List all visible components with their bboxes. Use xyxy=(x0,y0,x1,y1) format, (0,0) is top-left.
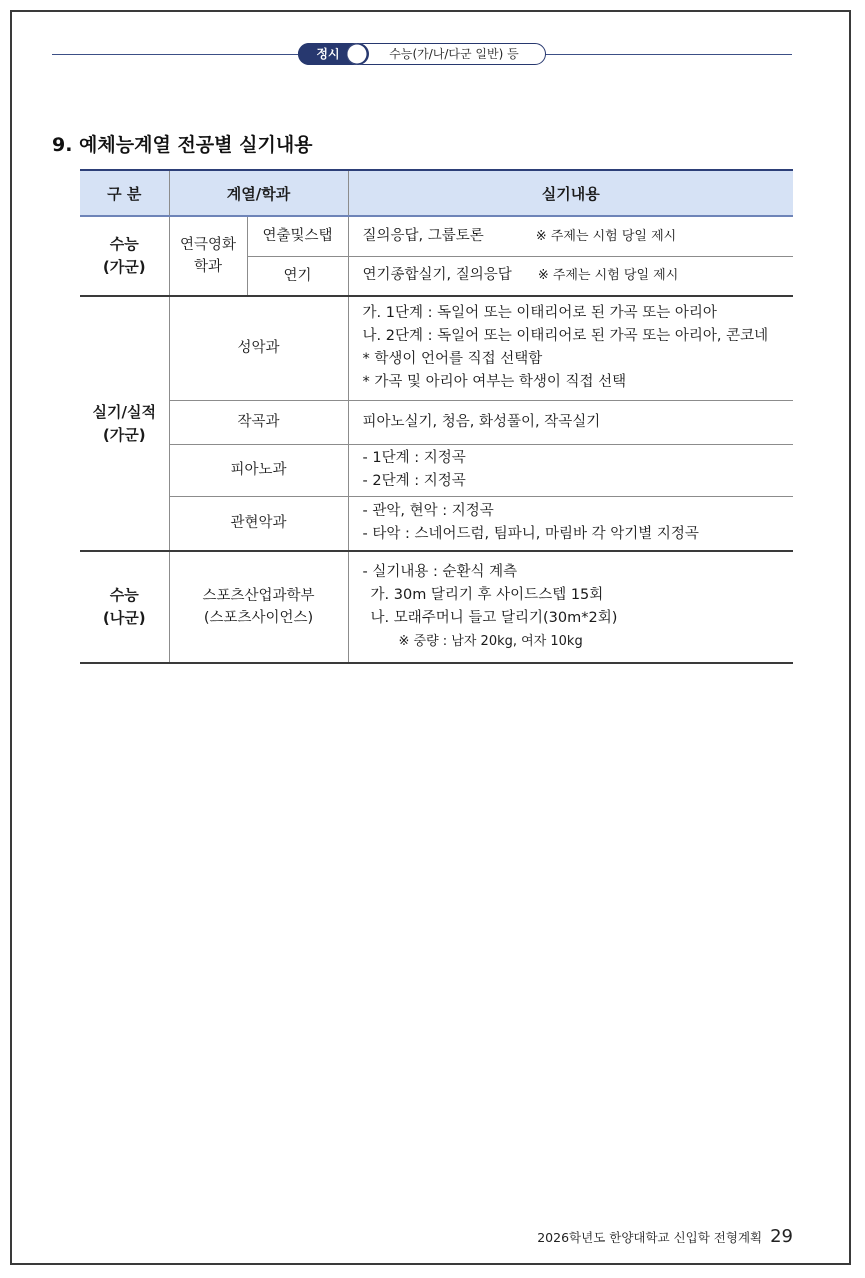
content-note: ※ 주제는 시험 당일 제시 xyxy=(535,228,677,244)
dept-line: (스포츠사이언스) xyxy=(203,610,314,626)
group-label-suneung-ga xyxy=(80,216,169,296)
content-line: - 관악, 현악 : 지정곡 xyxy=(362,503,494,520)
content-cell xyxy=(348,216,793,256)
dept-piano: 피아노과 xyxy=(169,444,348,496)
table-row xyxy=(80,216,793,256)
major-directing-staff: 연출및스탭 xyxy=(247,216,348,256)
dept-theater-film xyxy=(169,216,247,296)
content-line: 가. 1단계 : 독일어 또는 이태리어로 된 가곡 또는 아리아 xyxy=(362,305,717,322)
header-content: 실기내용 xyxy=(348,170,793,216)
content-cell xyxy=(348,256,793,296)
group-label-line: 수능 xyxy=(109,235,139,253)
dept-orchestra: 관현악과 xyxy=(169,496,348,551)
table-row xyxy=(80,400,793,444)
content-text: 연기종합실기, 질의응답 xyxy=(362,267,512,284)
page-number: 29 xyxy=(770,1226,793,1247)
dept-vocal: 성악과 xyxy=(169,296,348,400)
dept-line: 학과 xyxy=(193,259,222,275)
major-acting: 연기 xyxy=(247,256,348,296)
table-row xyxy=(80,496,793,551)
table-row xyxy=(80,551,793,663)
dept-sports-science xyxy=(169,551,348,663)
table-row xyxy=(80,296,793,400)
group-label-line: 실기/실적 xyxy=(92,402,156,421)
page-footer xyxy=(537,1226,793,1247)
practical-exam-table xyxy=(80,169,793,664)
header-badge: 정시 xyxy=(298,43,358,65)
content-cell xyxy=(348,551,793,663)
table-header-row xyxy=(80,170,793,216)
dept-line: 스포츠산업과학부 xyxy=(202,588,315,604)
content-line: * 학생이 언어를 직접 선택함 xyxy=(362,351,543,368)
content-line: 피아노실기, 청음, 화성풀이, 작곡실기 xyxy=(362,413,601,430)
content-cell xyxy=(348,444,793,496)
content-line: * 가곡 및 아리아 여부는 학생이 직접 선택 xyxy=(362,374,627,391)
table-row xyxy=(80,444,793,496)
group-label-line: 수능 xyxy=(109,586,139,604)
content-line: - 실기내용 : 순환식 계측 xyxy=(362,564,518,580)
content-line: - 1단계 : 지정곡 xyxy=(362,450,466,466)
content-text: 질의응답, 그룹토론 xyxy=(362,227,484,244)
content-note: ※ 주제는 시험 당일 제시 xyxy=(537,268,679,284)
content-cell xyxy=(348,400,793,444)
dept-composition: 작곡과 xyxy=(169,400,348,444)
content-line: 나. 모래주머니 들고 달리기(30m*2회) xyxy=(370,610,618,626)
group-label-line: (가군) xyxy=(102,425,146,444)
group-label-line: (나군) xyxy=(102,609,146,627)
group-label-practical-ga xyxy=(80,296,169,551)
header-department: 계열/학과 xyxy=(169,170,348,216)
content-line: - 2단계 : 지정곡 xyxy=(362,473,466,489)
group-label-line: (가군) xyxy=(102,258,146,276)
footer-text: 2026학년도 한양대학교 신입학 전형계획 xyxy=(537,1230,763,1245)
content-cell xyxy=(348,296,793,400)
content-line: - 타악 : 스네어드럼, 팀파니, 마림바 각 악기별 지정곡 xyxy=(362,526,699,543)
content-cell xyxy=(348,496,793,551)
content-line: 가. 30m 달리기 후 사이드스텝 15회 xyxy=(370,587,604,603)
content-line: 나. 2단계 : 독일어 또는 이태리어로 된 가곡 또는 아리아, 콘코네 xyxy=(362,328,769,345)
header-text: 수능(가/나/다군 일반) 등 xyxy=(389,47,519,61)
group-label-suneung-na xyxy=(80,551,169,663)
content-note: ※ 중량 : 남자 20kg, 여자 10kg xyxy=(398,634,583,649)
section-title: 9. 예체능계열 전공별 실기내용 xyxy=(52,134,313,156)
header-category: 구 분 xyxy=(80,170,169,216)
dept-line: 연극영화 xyxy=(179,237,237,253)
